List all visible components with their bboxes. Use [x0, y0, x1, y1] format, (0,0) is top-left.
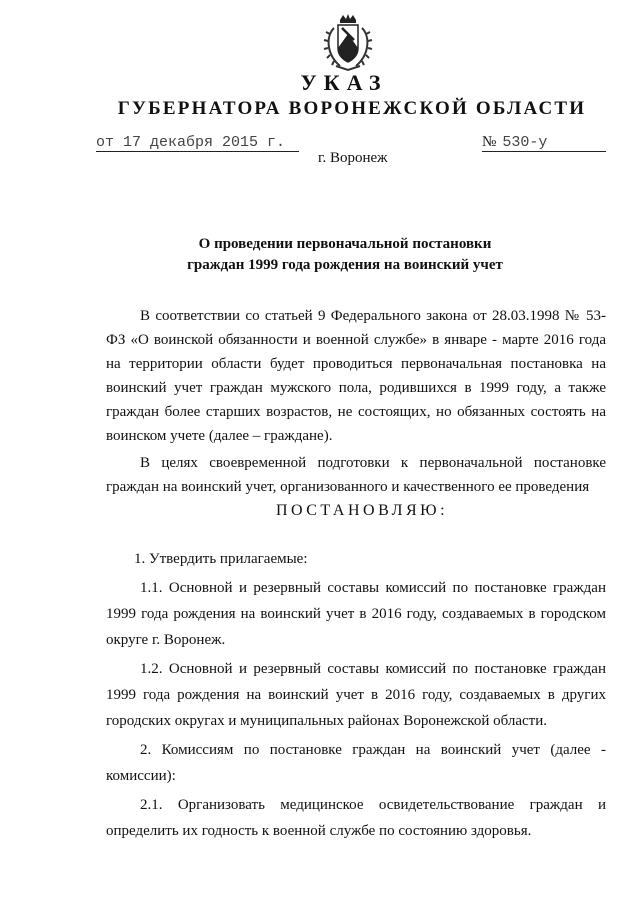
document-subtitle: ГУБЕРНАТОРА ВОРОНЕЖСКОЙ ОБЛАСТИ	[117, 98, 587, 119]
item-1: 1. Утвердить прилагаемые:	[134, 551, 308, 567]
document-date: от 17 декабря 2015 г.	[96, 134, 299, 152]
number-prefix: №	[482, 134, 497, 150]
item-2: 2. Комиссиям по постановке граждан на воинский учет (далее - комиссии):	[106, 742, 606, 784]
number-value: 530-у	[502, 134, 548, 151]
document-title: УКАЗ	[300, 70, 388, 95]
document-body	[106, 304, 606, 844]
document-heading	[0, 234, 640, 276]
decree-word: ПОСТАНОВЛЯЮ:	[275, 502, 449, 519]
paragraph-purpose: В целях своевременной подготовки к первоначальной постановке граждан на воинский учет, организованного и качественного ее проведения	[106, 455, 606, 495]
item-1-1: 1.1. Основной и резервный составы комиссий по постановке граждан 1999 года рождения на воинский учет в 2016 году, создаваемых в городском округе г. Воронеж.	[106, 580, 606, 648]
coat-of-arms-icon	[322, 14, 374, 72]
item-1-2: 1.2. Основной и резервный составы комиссий по постановке граждан 1999 года рождения на воинский учет в 2016 году, создаваемых в других городских округах и муниципальных районах Воронежской области.	[106, 661, 606, 729]
document-number	[482, 134, 606, 152]
heading-line-1: О проведении первоначальной постановки	[198, 236, 492, 252]
document-city: г. Воронеж	[318, 150, 388, 166]
paragraph-preamble: В соответствии со статьей 9 Федерального закона от 28.03.1998 № 53-ФЗ «О воинской обязанности и военной службе» в январе - марте 2016 года на территории области будет проводиться первоначальная постановка на воинский учет граждан мужского пола, родившихся в 1999 году, а также граждан более старших возрастов, не состоящих, но обязанных состоять на воинском учете (далее – граждане).	[106, 308, 606, 444]
item-2-1: 2.1. Организовать медицинское освидетельствование граждан и определить их годность к военной службе по состоянию здоровья.	[106, 797, 606, 839]
heading-line-2: граждан 1999 года рождения на воинский учет	[187, 257, 503, 273]
